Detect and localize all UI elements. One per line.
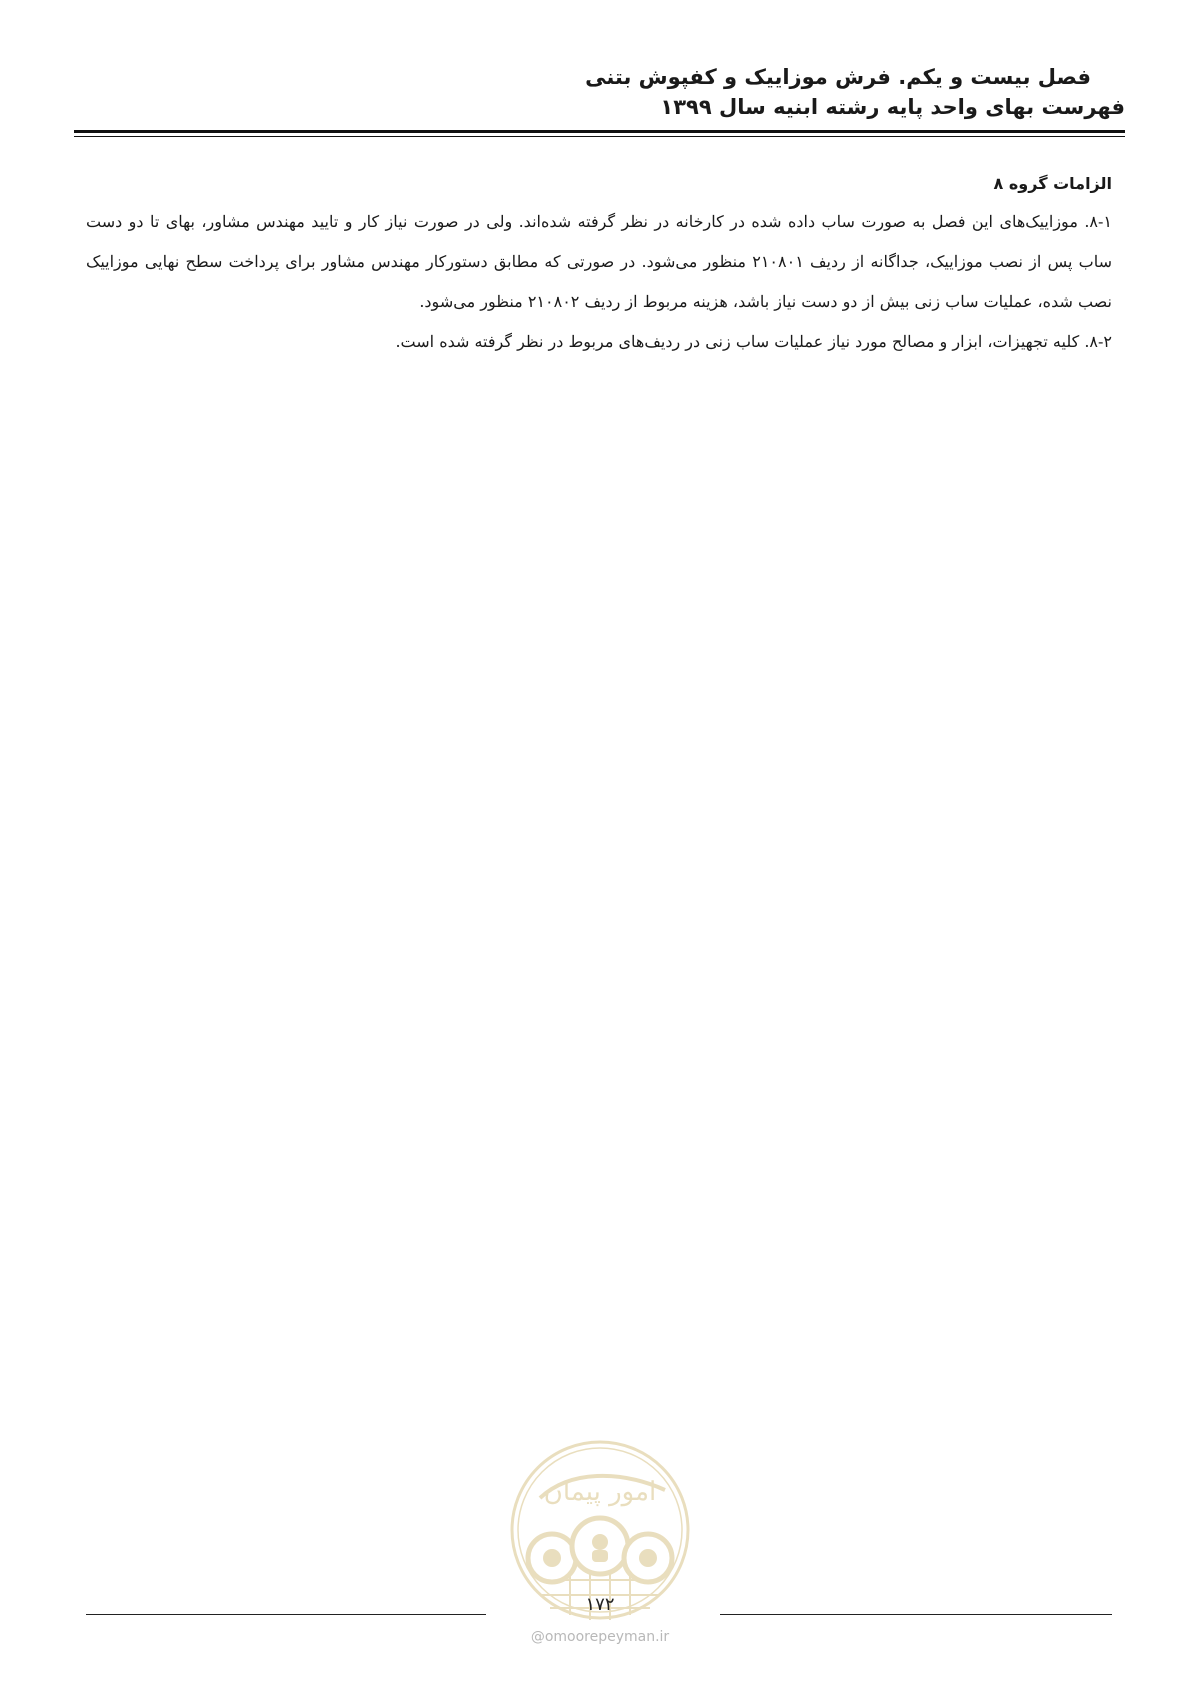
watermark-logo-text: امور پیمان (543, 1477, 657, 1507)
section-content (86, 166, 1112, 362)
section-title: الزامات گروه ۸ (993, 174, 1112, 193)
watermark-url: @omoorepeyman.ir (530, 1629, 670, 1645)
page-header (74, 62, 1125, 122)
page-number: ۱۷۲ (585, 1594, 615, 1615)
document-title: فهرست بهای واحد پایه رشته ابنیه سال ۱۳۹۹ (660, 95, 1125, 119)
header-rule-thin (74, 136, 1125, 137)
requirement-paragraph-1: ۸-۱. موزاییک‌های این فصل به صورت ساب داده شده در کارخانه در نظر گرفته شده‌اند. ولی در صورت نیاز کار و تایید مهندس مشاور، بهای تا دو دست ساب پس از نصب موزاییک، جداگانه از ردیف ۲۱۰۸۰۱ منظور می‌شود. در صورتی که مطابق دستورکار مهندس مشاور برای پرداخت سطح نهایی موزاییک نصب شده، عملیات ساب زنی بیش از دو دست نیاز باشد، هزینه مربوط از ردیف ۲۱۰۸۰۲ منظور می‌شود. (86, 212, 1113, 311)
requirement-paragraph-2: ۸-۲. کلیه تجهیزات، ابزار و مصالح مورد نیاز عملیات ساب زنی در ردیف‌های مربوط در نظر گرفته شده است. (395, 332, 1112, 351)
chapter-title: فصل بیست و یکم. فرش موزاییک و کفپوش بتنی (585, 65, 1091, 89)
footer-rule-left (86, 1614, 486, 1615)
footer-rule-right (720, 1614, 1112, 1615)
header-rule-thick (74, 130, 1125, 133)
